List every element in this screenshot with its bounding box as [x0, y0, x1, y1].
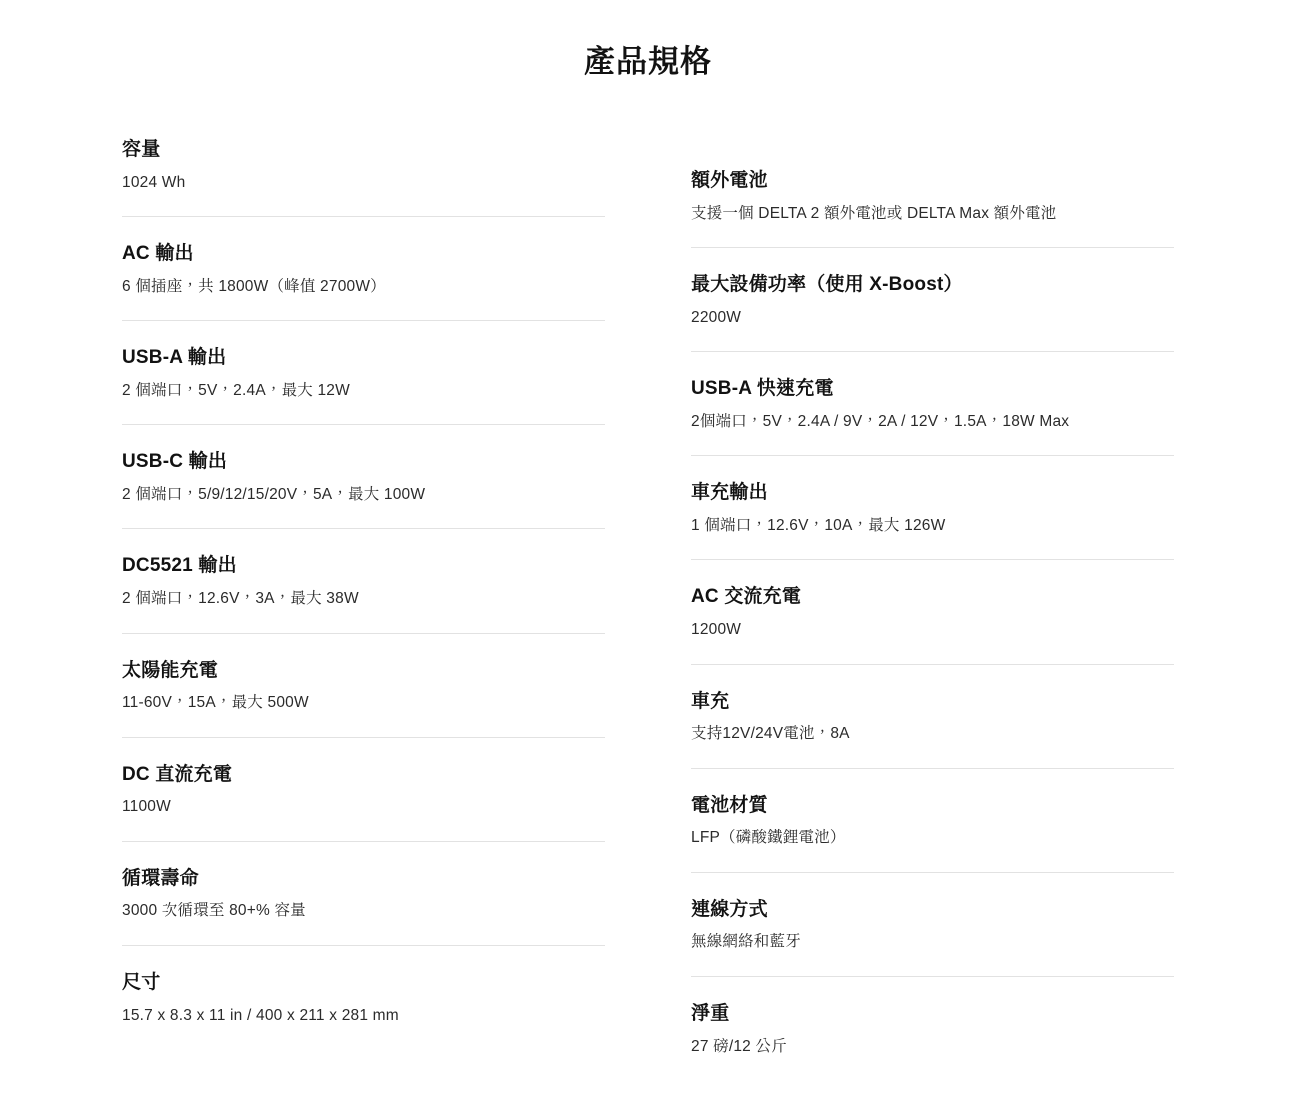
spec-label: 尺寸 — [122, 971, 161, 993]
spec-label: USB-C 輸出 — [122, 451, 228, 473]
spec-label: 容量 — [122, 139, 161, 160]
spec-label: DC5521 輸出 — [122, 555, 237, 577]
spec-item — [122, 738, 605, 842]
spec-value: 6 個插座，共 1800W（峰值 2700W） — [122, 277, 386, 295]
spec-value: 3000 次循環至 80+% 容量 — [122, 902, 306, 920]
spec-value: 支持12V/24V電池，8A — [691, 725, 850, 743]
spec-item — [122, 946, 605, 1049]
spec-value: 2 個端口，12.6V，3A，最大 38W — [122, 590, 359, 608]
spec-column-left — [122, 137, 605, 1080]
spec-label: AC 交流充電 — [691, 586, 802, 608]
spec-value: 支援一個 DELTA 2 額外電池或 DELTA Max 額外電池 — [691, 204, 1057, 222]
spec-value: 無線網絡和藍牙 — [691, 933, 801, 951]
spec-label: USB-A 快速充電 — [691, 378, 834, 400]
spec-value: 1100W — [122, 798, 171, 816]
page-title: 產品規格 — [584, 44, 712, 79]
spec-label: 車充輸出 — [691, 482, 768, 504]
spec-label: 電池材質 — [691, 794, 768, 816]
spec-item — [691, 352, 1174, 456]
spec-value: 11-60V，15A，最大 500W — [122, 694, 309, 712]
spec-value: 2 個端口，5V，2.4A，最大 12W — [122, 381, 350, 399]
spec-label: 循環壽命 — [122, 867, 199, 889]
spec-item — [691, 560, 1174, 664]
spec-label: DC 直流充電 — [122, 763, 233, 785]
spec-label: 淨重 — [691, 1002, 730, 1024]
spec-value: LFP（磷酸鐵鋰電池） — [691, 829, 846, 847]
spec-label: AC 輸出 — [122, 243, 194, 265]
spec-item — [122, 425, 605, 529]
spec-value: 15.7 x 8.3 x 11 in / 400 x 211 x 281 mm — [122, 1006, 399, 1024]
spec-item — [122, 529, 605, 633]
spec-value: 27 磅/12 公斤 — [691, 1037, 787, 1055]
spec-value: 2200W — [691, 308, 742, 326]
spec-item — [691, 769, 1174, 873]
spec-value: 2個端口，5V，2.4A / 9V，2A / 12V，1.5A，18W Max — [691, 412, 1070, 430]
spec-item — [691, 456, 1174, 560]
spec-label: 太陽能充電 — [122, 659, 219, 681]
spec-item — [122, 217, 605, 321]
spec-value: 1200W — [691, 621, 742, 639]
spec-label: 最大設備功率（使用 X-Boost） — [691, 274, 963, 296]
spec-item — [122, 321, 605, 425]
spec-column-right — [691, 168, 1174, 1080]
spec-value: 1024 Wh — [122, 173, 186, 191]
spec-item — [691, 168, 1174, 248]
spec-label: 連線方式 — [691, 898, 768, 920]
spec-item — [122, 634, 605, 738]
spec-item — [691, 873, 1174, 977]
spec-item — [691, 665, 1174, 769]
spec-grid — [0, 137, 1296, 1080]
spec-label: 車充 — [691, 690, 730, 712]
spec-item — [122, 842, 605, 946]
spec-value: 1 個端口，12.6V，10A，最大 126W — [691, 516, 946, 534]
spec-label: 額外電池 — [691, 170, 768, 191]
spec-label: USB-A 輸出 — [122, 347, 227, 369]
spec-item — [691, 977, 1174, 1080]
spec-item — [122, 137, 605, 217]
spec-item — [691, 248, 1174, 352]
spec-value: 2 個端口，5/9/12/15/20V，5A，最大 100W — [122, 485, 426, 503]
